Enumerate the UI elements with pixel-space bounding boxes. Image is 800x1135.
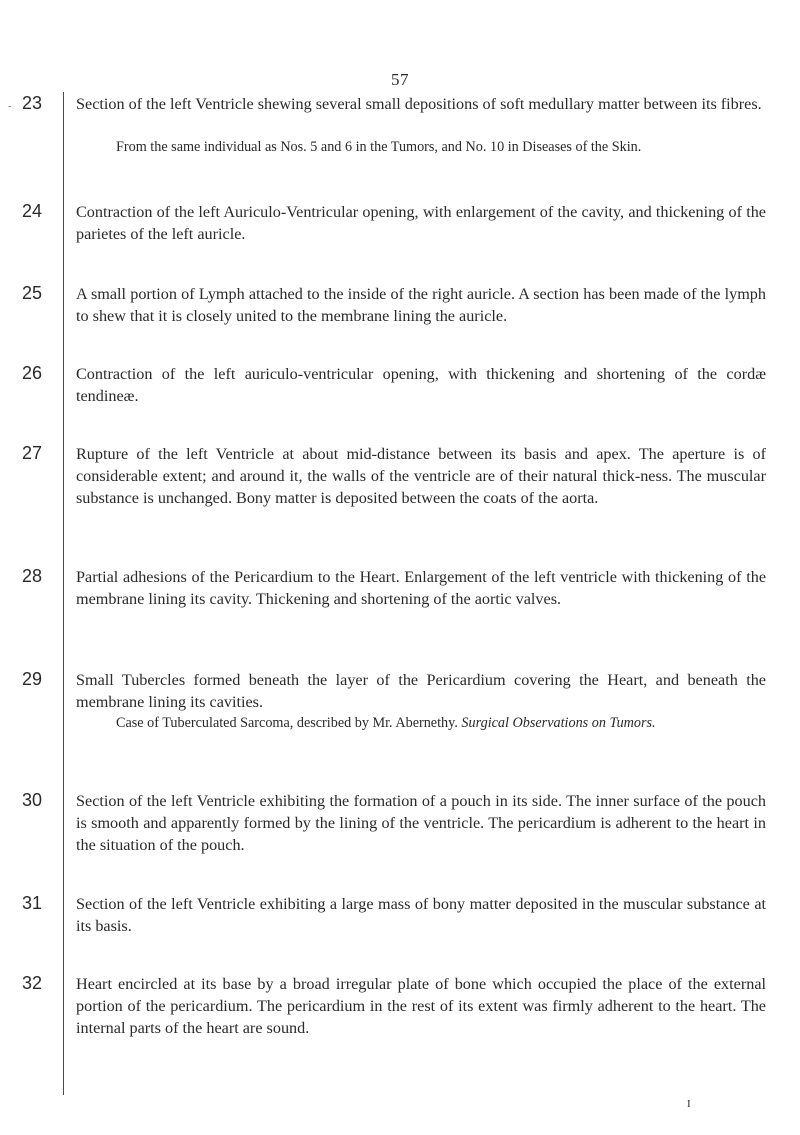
entry-description: Contraction of the left auriculo-ventricular opening, with thickening and shortening of the cordæ tendineæ. (76, 365, 766, 405)
entry-description: Partial adhesions of the Pericardium to the Heart. Enlargement of the left ventricle with thickening of the membrane lining its cavity. Thickening and shortening of the aortic valves. (76, 568, 766, 608)
entry-number: 26 (22, 363, 43, 383)
entry-note (116, 714, 766, 734)
entry-number: 24 (22, 201, 43, 221)
margin-mark: - (8, 101, 12, 112)
entry-number: 25 (22, 283, 43, 303)
entry-description: Section of the left Ventricle exhibiting the formation of a pouch in its side. The inner surface of the pouch is smooth and apparently formed by the lining of the ventricle. The pericardium is adherent to the heart in the situation of the pouch. (76, 792, 766, 854)
entry-number: 23 (22, 93, 43, 113)
signature-mark: I (687, 1098, 691, 1110)
entry-number: 31 (22, 893, 43, 913)
entry-number: 32 (22, 973, 43, 993)
entry-description: Contraction of the left Auriculo-Ventricular opening, with enlargement of the cavity, and thickening of the parietes of the left auricle. (76, 203, 766, 243)
entry-note: From the same individual as Nos. 5 and 6 in the Tumors, and No. 10 in Diseases of the Skin. (116, 139, 642, 155)
entry-description: A small portion of Lymph attached to the inside of the right auricle. A section has been made of the lymph to shew that it is closely united to the membrane lining the auricle. (76, 285, 766, 325)
entry-description: Section of the left Ventricle exhibiting a large mass of bony matter deposited in the muscular substance at its basis. (76, 895, 766, 935)
entry-description: Small Tubercles formed beneath the layer of the Pericardium covering the Heart, and beneath the membrane lining its cavities. (76, 671, 766, 711)
entry-note-text: Case of Tuberculated Sarcoma, described by Mr. Abernethy. (116, 715, 458, 731)
entry-description: Heart encircled at its base by a broad irregular plate of bone which occupied the place of the external portion of the pericardium. The pericardium in the rest of its extent was firmly adherent to the heart. The internal parts of the heart are sound. (76, 975, 766, 1037)
entry-number: 27 (22, 443, 43, 463)
entry-number: 28 (22, 566, 43, 586)
entry-description: Rupture of the left Ventricle at about mid-distance between its basis and apex. The aperture is of considerable extent; and around it, the walls of the ventricle are of their natural thick-ness. The muscular substance is unchanged. Bony matter is deposited between the coats of the aorta. (76, 445, 766, 507)
entry-number: 30 (22, 790, 43, 810)
page-number: 57 (391, 70, 409, 89)
entry-number: 29 (22, 669, 43, 689)
entry-description: Section of the left Ventricle shewing several small depositions of soft medullary matter between its fibres. (76, 95, 762, 113)
entry-note-citation: Surgical Observations on Tumors. (461, 715, 656, 731)
